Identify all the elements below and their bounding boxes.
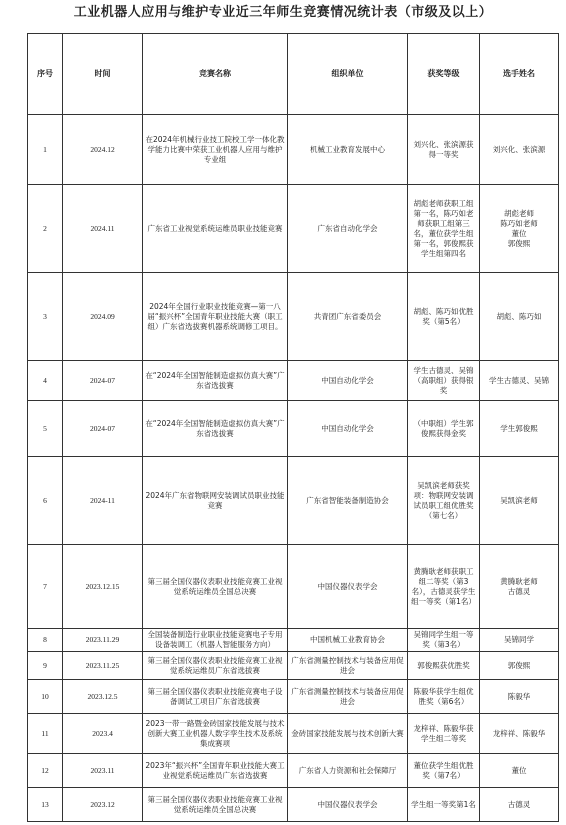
- row-award: 胡彪老师获职工组第一名，陈巧如老师获职工组第三名，董位获学生组第一名，郭俊熙获学生组第四名: [408, 185, 480, 273]
- row-award: 吴凯滨老师获奖项：物联网安装调试员职工组优胜奖（第七名）: [408, 457, 480, 545]
- row-organizer: 中国自动化学会: [288, 361, 408, 401]
- table-row: [28, 273, 559, 361]
- row-contestant-names: 刘兴化、张滨源: [480, 115, 559, 185]
- row-contest-name: 广东省工业视觉系统运维员职业技能竞赛: [143, 185, 288, 273]
- header-org: 组织单位: [288, 34, 408, 115]
- row-contestant-names: 胡彪、陈巧如: [480, 273, 559, 361]
- row-organizer: 广东省测量控制技术与装备应用促进会: [288, 680, 408, 714]
- row-contestant-names: 陈毅华: [480, 680, 559, 714]
- row-number: 12: [28, 754, 63, 788]
- header-no: 序号: [28, 34, 63, 115]
- row-contest-name: 在“2024年全国智能制造虚拟仿真大赛”广东省选拔赛: [143, 361, 288, 401]
- row-number: 5: [28, 401, 63, 457]
- row-date: 2023.11.29: [63, 629, 143, 652]
- row-contestant-names: 古德灵: [480, 788, 559, 822]
- row-contest-name: 在“2024年全国智能制造虚拟仿真大赛”广东省选拔赛: [143, 401, 288, 457]
- row-organizer: 广东省智能装备制造协会: [288, 457, 408, 545]
- row-award: 学生组一等奖第1名: [408, 788, 480, 822]
- row-number: 6: [28, 457, 63, 545]
- row-date: 2024-11: [63, 457, 143, 545]
- row-contest-name: 全国装备制造行业职业技能竞赛电子专用设备装调工（机器人智能服务方向）: [143, 629, 288, 652]
- row-contestant-names: 黄腾耿老师 古德灵: [480, 545, 559, 629]
- row-award: 龙梓祥、陈毅华获学生组二等奖: [408, 714, 480, 754]
- header-contest: 竞赛名称: [143, 34, 288, 115]
- row-date: 2023.12.5: [63, 680, 143, 714]
- row-contest-name: 第三届全国仪器仪表职业技能竞赛工业视觉系统运维员广东省选拔赛: [143, 652, 288, 680]
- row-organizer: 金砖国家技能发展与技术创新大赛: [288, 714, 408, 754]
- document-title: 工业机器人应用与维护专业近三年师生竞赛情况统计表（市级及以上）: [73, 5, 493, 20]
- row-award: 陈毅华获学生组优胜奖（第6名）: [408, 680, 480, 714]
- row-date: 2023.11.25: [63, 652, 143, 680]
- table-row: [28, 361, 559, 401]
- row-contestant-names: 学生古德灵、吴锦: [480, 361, 559, 401]
- row-organizer: 广东省自动化学会: [288, 185, 408, 273]
- table-row: [28, 401, 559, 457]
- row-award: 吴锦同学生组一等奖（第3名）: [408, 629, 480, 652]
- row-contest-name: 在2024年机械行业技工院校工学一体化教学能力比赛中荣获工业机器人应用与维护专业组: [143, 115, 288, 185]
- row-contestant-names: 吴锦同学: [480, 629, 559, 652]
- row-contestant-names: 董位: [480, 754, 559, 788]
- table-body: [28, 115, 559, 822]
- row-number: 4: [28, 361, 63, 401]
- row-contestant-names: 学生郭俊熙: [480, 401, 559, 457]
- row-number: 1: [28, 115, 63, 185]
- row-organizer: 中国仪器仪表学会: [288, 788, 408, 822]
- competition-table: [27, 33, 559, 822]
- header-date: 时间: [63, 34, 143, 115]
- row-date: 2023.12.15: [63, 545, 143, 629]
- row-award: 刘兴化、张滨源获得一等奖: [408, 115, 480, 185]
- table-row: [28, 788, 559, 822]
- row-date: 2024.12: [63, 115, 143, 185]
- row-contestant-names: 龙梓祥、陈毅华: [480, 714, 559, 754]
- row-organizer: 广东省测量控制技术与装备应用促进会: [288, 652, 408, 680]
- row-date: 2024.09: [63, 273, 143, 361]
- row-number: 7: [28, 545, 63, 629]
- row-award: 郭俊熙获优胜奖: [408, 652, 480, 680]
- row-date: 2024-07: [63, 401, 143, 457]
- row-contest-name: 第三届全国仪器仪表职业技能竞赛工业视觉系统运维员全国总决赛: [143, 545, 288, 629]
- row-contest-name: 第三届全国仪器仪表职业技能竞赛电子设备调试工项目广东省选拔赛: [143, 680, 288, 714]
- row-organizer: 中国自动化学会: [288, 401, 408, 457]
- table-row: [28, 545, 559, 629]
- table-row: [28, 115, 559, 185]
- row-date: 2024-07: [63, 361, 143, 401]
- row-number: 13: [28, 788, 63, 822]
- row-organizer: 广东省人力资源和社会保障厅: [288, 754, 408, 788]
- table-row: [28, 652, 559, 680]
- row-number: 9: [28, 652, 63, 680]
- row-contest-name: 2023年“振兴杯”全国青年职业技能大赛工业视觉系统运维员广东省选拔赛: [143, 754, 288, 788]
- table-row: [28, 457, 559, 545]
- row-contest-name: 2024年全国行业职业技能竞赛—第一八届“振兴杯”全国青年职业技能大赛（职工组）广东省选拔赛机器系统调修工项目。: [143, 273, 288, 361]
- row-number: 3: [28, 273, 63, 361]
- row-award: 黄腾耿老师获职工组二等奖（第3名），古德灵获学生组一等奖（第1名）: [408, 545, 480, 629]
- table-row: [28, 754, 559, 788]
- row-number: 10: [28, 680, 63, 714]
- row-award: 学生古德灵、吴锦（高职组）获得银奖: [408, 361, 480, 401]
- row-award: （中职组）学生郭俊熙获得金奖: [408, 401, 480, 457]
- row-contest-name: 2024年广东省物联网安装调试员职业技能竞赛: [143, 457, 288, 545]
- row-number: 11: [28, 714, 63, 754]
- row-award: 胡彪、陈巧如优胜奖（第5名）: [408, 273, 480, 361]
- row-organizer: 机械工业教育发展中心: [288, 115, 408, 185]
- table-row: [28, 629, 559, 652]
- row-number: 2: [28, 185, 63, 273]
- row-contestant-names: 郭俊熙: [480, 652, 559, 680]
- row-organizer: 共青团广东省委员会: [288, 273, 408, 361]
- row-contestant-names: 吴凯滨老师: [480, 457, 559, 545]
- header-names: 选手姓名: [480, 34, 559, 115]
- header-award: 获奖等级: [408, 34, 480, 115]
- table-header-row: [28, 34, 559, 115]
- row-contest-name: 第三届全国仪器仪表职业技能竞赛工业视觉系统运维员全国总决赛: [143, 788, 288, 822]
- row-number: 8: [28, 629, 63, 652]
- row-contestant-names: 胡彪老师 陈巧如老师 董位 郭俊熙: [480, 185, 559, 273]
- row-date: 2023.11: [63, 754, 143, 788]
- table-row: [28, 714, 559, 754]
- row-date: 2024.11: [63, 185, 143, 273]
- table-row: [28, 185, 559, 273]
- row-contest-name: 2023一带一路暨金砖国家技能发展与技术创新大赛工业机器人数字孪生技术及系统集成赛项: [143, 714, 288, 754]
- row-award: 董位获学生组优胜奖（第7名）: [408, 754, 480, 788]
- row-organizer: 中国仪器仪表学会: [288, 545, 408, 629]
- row-organizer: 中国机械工业教育协会: [288, 629, 408, 652]
- row-date: 2023.4: [63, 714, 143, 754]
- table-row: [28, 680, 559, 714]
- row-date: 2023.12: [63, 788, 143, 822]
